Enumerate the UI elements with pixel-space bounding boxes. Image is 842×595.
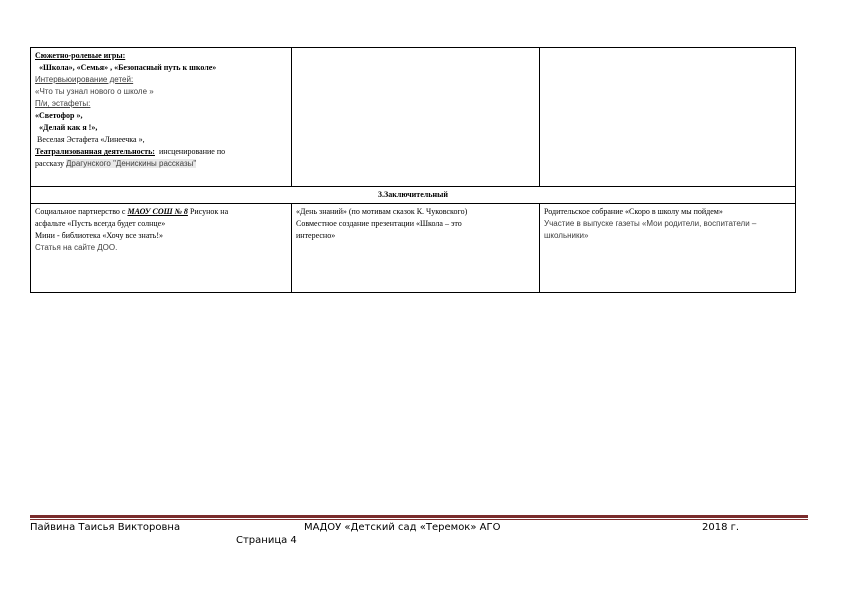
partnership-prefix: Социальное партнерство с [35,207,126,216]
relay-label: П/и, эстафеты: [35,99,91,108]
theatre-story-prefix: рассказу [35,159,64,168]
interview-label: Интервьюирование детей: [35,75,134,84]
footer-author: Пайвина Таисья Викторовна [30,522,181,533]
partnership-line: Мини - библиотека «Хочу все знать!» [35,231,163,240]
parents-line: Родительское собрание «Скоро в школу мы пойдем» [544,207,723,216]
partnership-org: МАОУ СОШ № 8 [127,207,188,216]
footer-year: 2018 г. [702,522,740,533]
footer-organization: МАДОУ «Детский сад «Теремок» АГО [304,522,501,533]
theatre-label: Театрализованная деятельность: [35,147,155,156]
table-cell [31,48,292,187]
table-row [31,48,796,187]
parents-line: Участие в выпуске газеты «Мои родители, воспитатели – [544,219,757,228]
table-cell [540,204,796,293]
footer-divider-thin [30,519,808,520]
table-row [31,204,796,293]
section-heading: 3.Заключительный [31,187,796,204]
partnership-line: Статья на сайте ДОО. [35,243,118,252]
event-line: «День знаний» (по мотивам сказок К. Чуковского) [296,207,468,216]
partnership-line: асфальте «Пусть всегда будет солнце» [35,219,166,228]
theatre-story: Драгунского "Денискины рассказы" [65,159,197,168]
partnership-suffix: Рисунок на [189,207,229,216]
plan-table [30,47,796,293]
footer-divider [30,515,808,518]
relay-item: Веселая Эстафета «Линеечка », [37,135,145,144]
interview-text: «Что ты узнал нового о школе » [35,87,154,96]
event-line: Совместное создание презентации «Школа – это [296,219,462,228]
table-cell [31,204,292,293]
table-cell-empty [292,48,540,187]
relay-item: «Светофор », [35,111,83,120]
theatre-text: инсценирование по [158,147,226,156]
roleplay-games: «Школа», «Семья» , «Безопасный путь к школе» [39,63,217,72]
table-cell [292,204,540,293]
relay-item: «Делай как я !», [39,123,98,132]
parents-line: школьники» [544,231,589,240]
roleplay-title: Сюжетно-ролевые игры: [35,51,126,60]
table-cell-empty [540,48,796,187]
footer-page-number: Страница 4 [236,535,297,546]
table-row [31,187,796,204]
event-line: интересно» [296,231,336,240]
